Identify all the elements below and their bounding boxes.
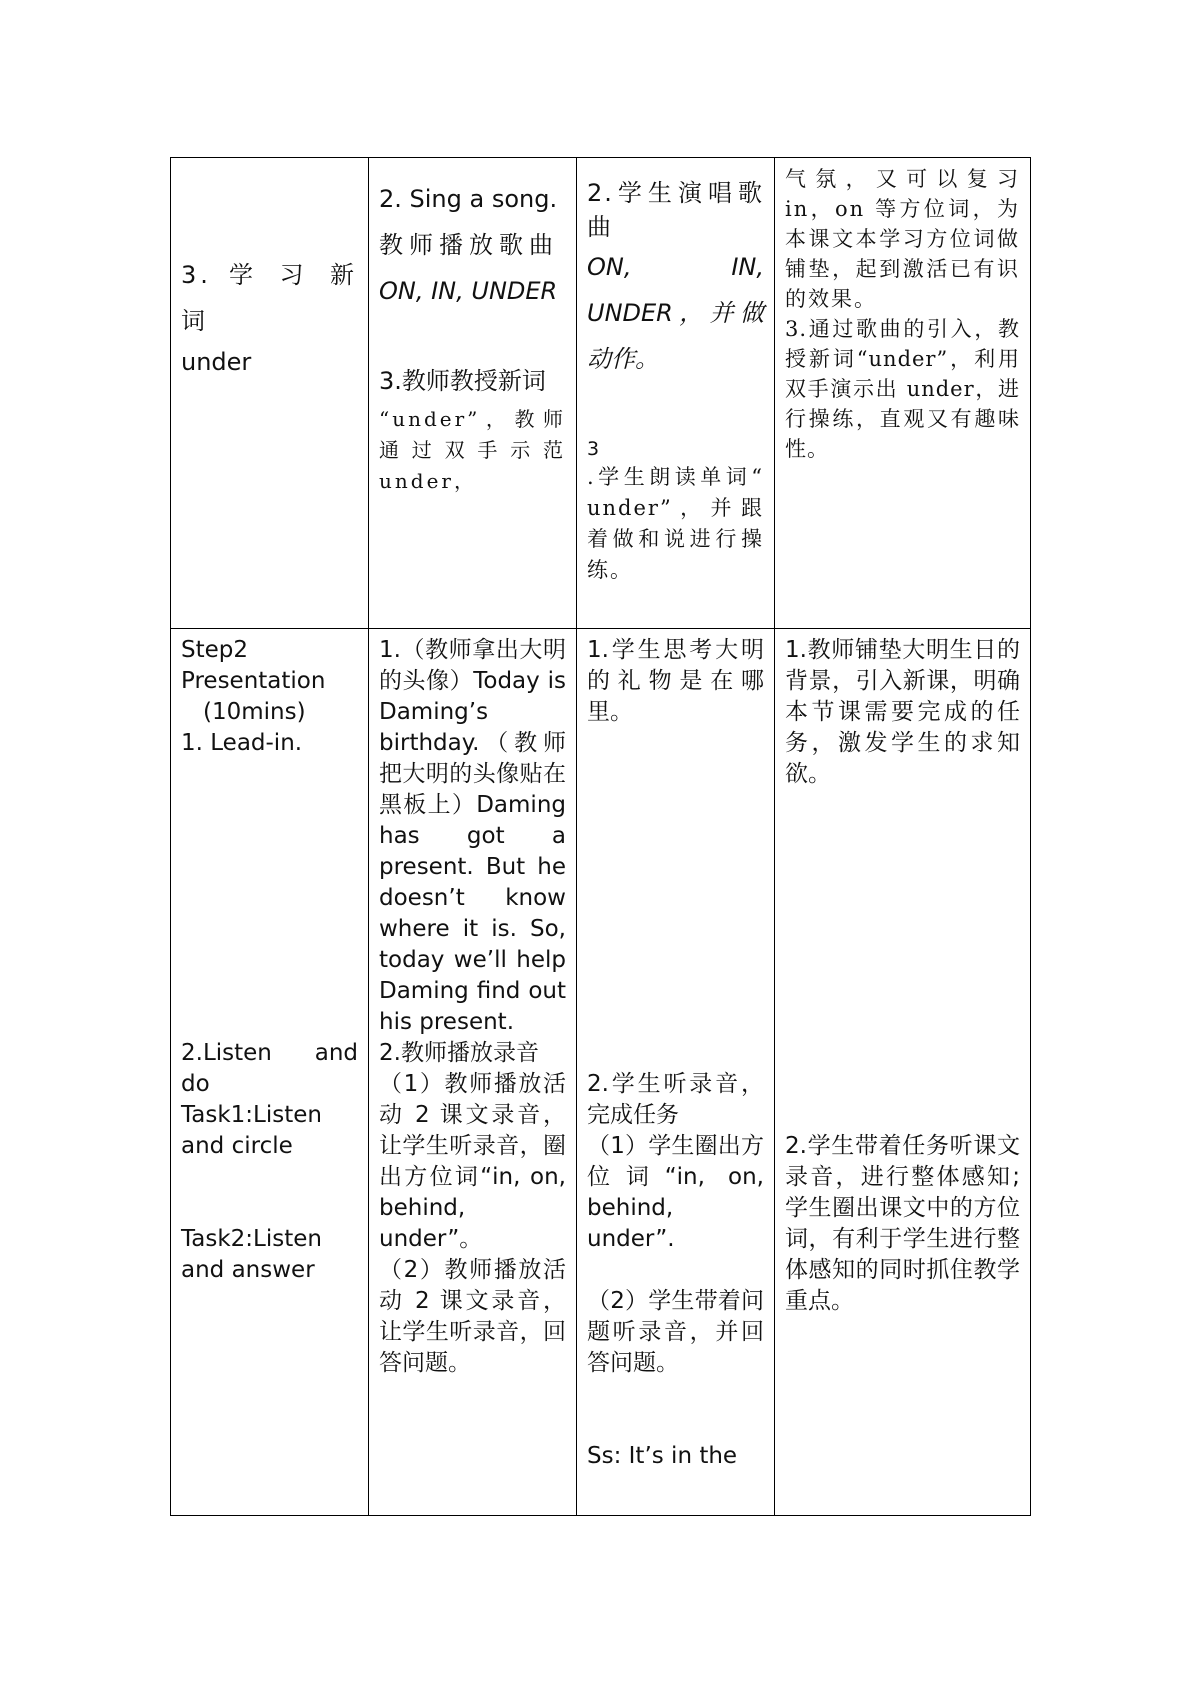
- cell-design-intent: [775, 158, 1031, 629]
- teacher-play: 2.教师播放录音: [379, 1040, 539, 1066]
- cell-design-intent: [775, 629, 1031, 1516]
- teach-word-desc: “under”，教师通过双手示范 under，: [379, 407, 566, 493]
- read-word-text: .学生朗读单词“ under”，并跟着做和说进行操练。: [587, 465, 764, 582]
- sing-song-student-b: ON, IN, UNDER，并做动作。: [587, 253, 764, 373]
- cell-teacher-activity: [369, 629, 577, 1516]
- cell-student-activity: [577, 158, 775, 629]
- cell-step: [171, 158, 369, 629]
- sing-song-desc: 教师播放歌曲: [379, 231, 559, 259]
- intent-listen: 2.学生带着任务听课文录音，进行整体感知;学生圈出课文中的方位词，有利于学生进行整体感知的同时抓住教学重点。: [785, 1133, 1020, 1314]
- table-row: [171, 629, 1031, 1516]
- intent-song: 3.通过歌曲的引入，教授新词“under”，利用双手演示出 under，进行操练，直观又有趣味性。: [785, 317, 1020, 461]
- teacher-task2: （2）教师播放活动 2 课文录音，让学生听录音，回答问题。: [379, 1257, 566, 1376]
- read-word-num: 3: [587, 438, 600, 460]
- student-think: 1.学生思考大明的礼物是在哪里。: [587, 637, 764, 725]
- intent-leadin: 1.教师铺垫大明生日的背景，引入新课，明确本节课需要完成的任务，激发学生的求知欲。: [785, 637, 1020, 787]
- new-word: under: [181, 348, 252, 376]
- song-name: ON, IN, UNDER: [379, 277, 558, 305]
- time-label: (10mins): [203, 699, 306, 725]
- presentation-label: Presentation: [181, 668, 326, 694]
- teach-word-title: 3.教师教授新词: [379, 367, 546, 395]
- intent-review: 气氛，又可以复习 in，on 等方位词，为本课文本学习方位词做铺垫，起到激活已有识的效果。: [785, 167, 1020, 311]
- new-word-heading: 3. 学 习 新 词: [181, 261, 358, 335]
- step-label: Step2: [181, 637, 249, 663]
- teacher-leadin: 1.（教师拿出大明的头像）Today is Daming’s birthday.（教师把大明的头像贴在黑板上）Daming has got a present. But he doesn’t know where it is. So, today we’ll help Daming find out his present.: [379, 637, 566, 1035]
- listen-label: 2.Listen and do: [181, 1040, 358, 1097]
- leadin-label: 1. Lead-in.: [181, 730, 303, 756]
- cell-student-activity: [577, 629, 775, 1516]
- lesson-plan-table: [170, 157, 1031, 1516]
- cell-teacher-activity: [369, 158, 577, 629]
- sing-song-student: 2.学生演唱歌曲: [587, 179, 764, 241]
- student-task1: （1）学生圈出方位词“in, on, behind, under”.: [587, 1133, 764, 1252]
- cell-step: [171, 629, 369, 1516]
- student-listen: 2.学生听录音，完成任务: [587, 1071, 764, 1128]
- student-task2: （2）学生带着问题听录音，并回答问题。: [587, 1288, 764, 1376]
- task1-label: Task1:Listen and circle: [181, 1102, 322, 1159]
- sing-song-title: 2. Sing a song.: [379, 185, 558, 213]
- teacher-task1: （1）教师播放活动 2 课文录音，让学生听录音，圈出方位词“in, on, behind, under”。: [379, 1071, 566, 1252]
- task2-label: Task2:Listen and answer: [181, 1226, 322, 1283]
- table-row: [171, 158, 1031, 629]
- student-answer: Ss: It’s in the: [587, 1443, 738, 1469]
